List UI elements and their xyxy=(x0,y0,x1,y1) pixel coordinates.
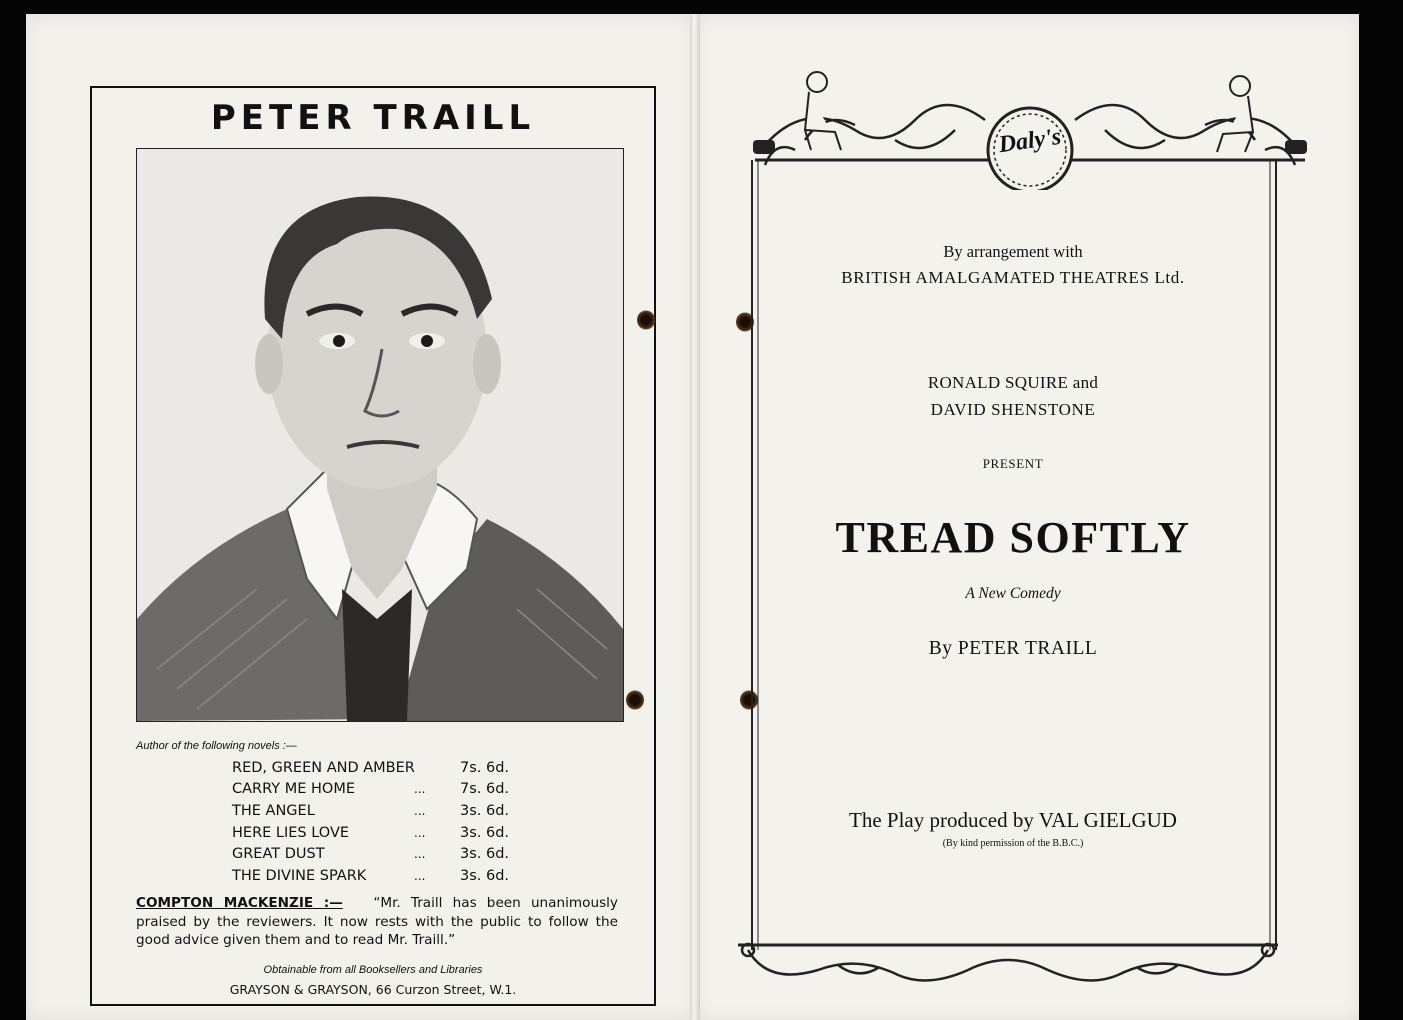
presenters-line-1: RONALD SQUIRE and xyxy=(927,373,1099,392)
arrangement-line-2: BRITISH AMALGAMATED THEATRES Ltd. xyxy=(841,268,1185,287)
playwright-byline: By PETER TRAILL xyxy=(928,638,1098,659)
list-item xyxy=(232,757,532,779)
novel-price: 7s. 6d. xyxy=(460,759,510,776)
novel-title: HERE LIES LOVE xyxy=(232,824,350,841)
permission-note: (By kind permission of the B.B.C.) xyxy=(942,838,1084,849)
present-label: PRESENT xyxy=(982,456,1044,471)
list-item xyxy=(232,779,532,801)
author-intro-text: Author of the following novels :— xyxy=(136,740,297,752)
book-spine xyxy=(690,14,700,1020)
novel-price: 7s. 6d. xyxy=(460,781,510,798)
novel-list xyxy=(232,757,532,887)
arrangement-line-1: By arrangement with xyxy=(943,242,1083,261)
bottom-scroll-ornament-icon xyxy=(728,930,1288,990)
novel-dots: ... xyxy=(414,803,426,818)
portrait-drawing-icon xyxy=(137,149,623,721)
ad-heading: PETER TRAILL xyxy=(210,98,536,138)
play-title: TREAD SOFTLY xyxy=(835,513,1191,562)
novel-title: THE ANGEL xyxy=(232,802,315,819)
publisher-address: GRAYSON & GRAYSON, 66 Curzon Street, W.1. xyxy=(229,982,517,997)
novel-price: 3s. 6d. xyxy=(460,824,510,841)
list-item xyxy=(232,800,532,822)
novel-title: THE DIVINE SPARK xyxy=(232,867,367,884)
author-portrait xyxy=(136,148,624,722)
novel-title: CARRY ME HOME xyxy=(232,781,356,798)
play-subtitle: A New Comedy xyxy=(965,585,1061,602)
novel-dots: ... xyxy=(414,825,426,840)
review-quote xyxy=(136,894,618,950)
novel-price: 3s. 6d. xyxy=(460,846,510,863)
novel-price: 3s. 6d. xyxy=(460,802,510,819)
binding-hole xyxy=(626,690,644,710)
novel-title: RED, GREEN AND AMBER xyxy=(232,759,415,776)
novel-dots: ... xyxy=(414,868,426,883)
list-item xyxy=(232,822,532,844)
novel-price: 3s. 6d. xyxy=(460,867,510,884)
list-item xyxy=(232,865,532,887)
novel-dots: ... xyxy=(414,782,426,797)
theatre-logo: Daly's xyxy=(997,123,1063,159)
quote-text: “Mr. Traill has been unanimously praised by the reviewers. It now rests with the public to follow the good advice given them and to read Mr. Traill.” xyxy=(136,895,618,948)
novel-dots: ... xyxy=(414,847,426,862)
advertisement-frame xyxy=(90,86,656,1006)
obtainable-note: Obtainable from all Booksellers and Libraries xyxy=(263,964,483,976)
list-item xyxy=(232,843,532,865)
presenters-line-2: DAVID SHENSTONE xyxy=(930,400,1096,419)
producer-credit: The Play produced by VAL GIELGUD xyxy=(849,808,1177,832)
novel-title: GREAT DUST xyxy=(232,846,325,863)
binding-hole xyxy=(637,310,655,330)
quote-author: COMPTON MACKENZIE :— xyxy=(136,895,343,911)
